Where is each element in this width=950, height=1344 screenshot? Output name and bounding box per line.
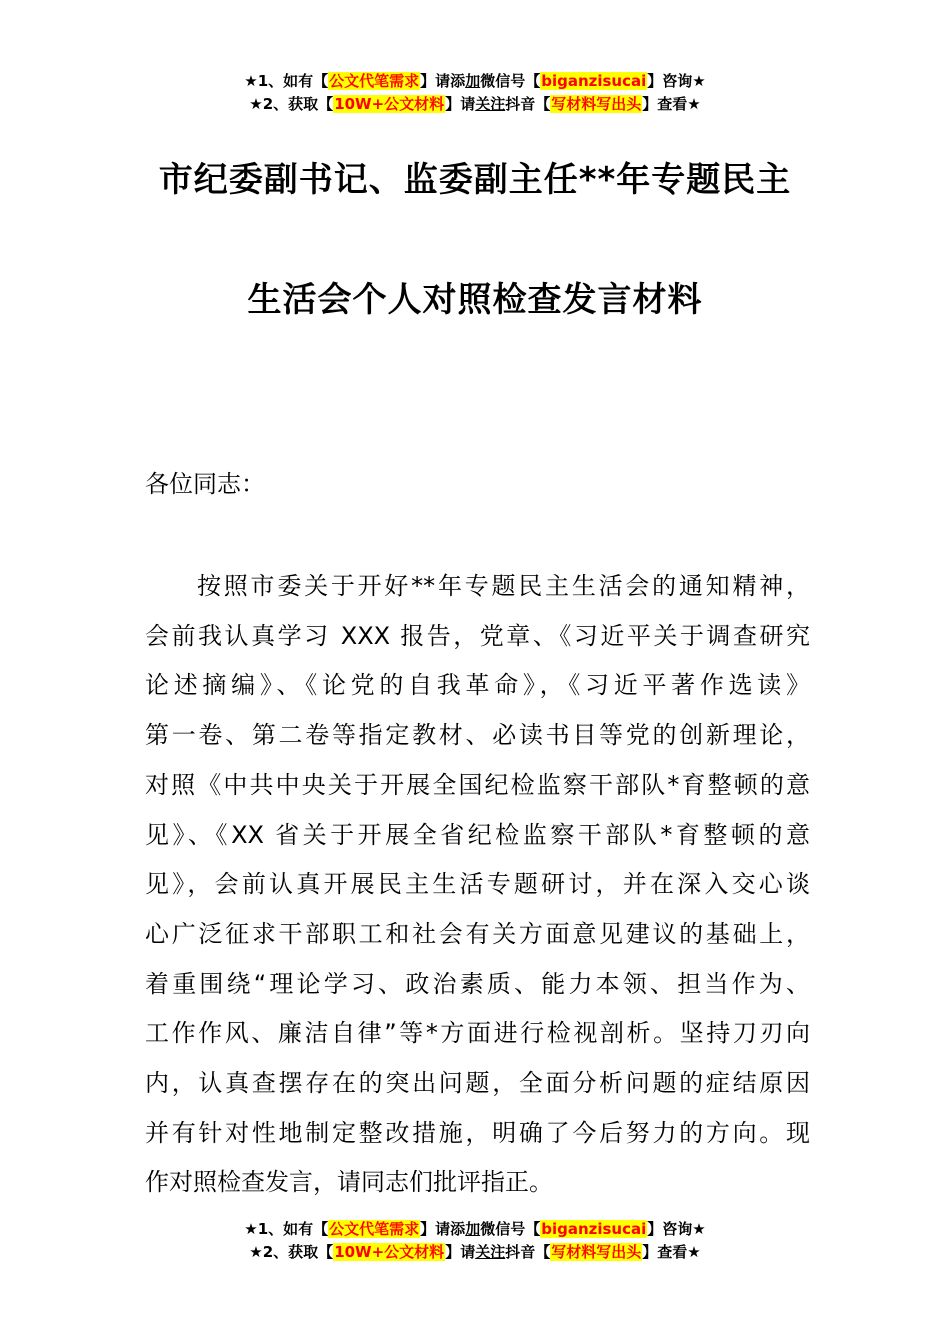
paragraph-line: 工作作风、廉洁自律”等*方面进行检视剖析。坚持刀刃向: [145, 1019, 810, 1048]
douyin-account-highlight: 写材料写出头: [551, 1243, 642, 1261]
banner-text: 】请添: [420, 72, 466, 90]
douyin-account-highlight: 写材料写出头: [551, 95, 642, 113]
banner-highlight: 公文代笔需求: [329, 72, 420, 90]
banner-text: 】请: [445, 1243, 476, 1261]
paragraph-line: 见》，会前认真开展民主生活专题研讨，并在深入交心谈: [145, 870, 810, 899]
banner-text: 】请: [445, 95, 476, 113]
banner-text: 微信号【: [480, 1220, 541, 1238]
banner-text: 抖音【: [505, 1243, 551, 1261]
banner-text-underlined: 关注: [475, 95, 506, 113]
banner-highlight: 10W+公文材料: [334, 95, 445, 113]
paragraph-line: 心广泛征求干部职工和社会有关方面意见建议的基础上，: [145, 919, 810, 948]
banner-text: ★1、如有【: [244, 72, 329, 90]
banner-text: ★2、获取【: [249, 95, 334, 113]
paragraph-line: 并有针对性地制定整改措施，明确了今后努力的方向。现: [145, 1118, 810, 1147]
banner-highlight: 10W+公文材料: [334, 1243, 445, 1261]
banner-line-1: [0, 70, 950, 93]
banner-text-underlined: 加: [465, 1220, 481, 1238]
document-title-line-1: 市纪委副书记、监委副主任**年专题民主: [158, 160, 792, 200]
wechat-id-highlight: biganzisucai: [541, 1220, 647, 1238]
banner-line-2: [0, 93, 950, 116]
paragraph-line: 着重围绕“理论学习、政治素质、能力本领、担当作为、: [145, 969, 810, 998]
banner-text-underlined: 关注: [475, 1243, 506, 1261]
banner-text: 】请添: [420, 1220, 466, 1238]
paragraph-line: 第一卷、第二卷等指定教材、必读书目等党的创新理论，: [145, 721, 810, 750]
paragraph-line: 会前我认真学习 XXX 报告，党章、《习近平关于调查研究: [145, 621, 810, 650]
salutation: 各位同志：: [145, 470, 265, 498]
banner-highlight: 公文代笔需求: [329, 1220, 420, 1238]
banner-line-1: [0, 1218, 950, 1241]
banner-text-underlined: 加: [465, 72, 481, 90]
paragraph-line: 论述摘编》、《论党的自我革命》，《习近平著作选读》: [145, 671, 810, 700]
banner-text: ★1、如有【: [244, 1220, 329, 1238]
banner-text: 】查看★: [642, 1243, 701, 1261]
wechat-id-highlight: biganzisucai: [541, 72, 647, 90]
footer-banner: [0, 1218, 950, 1264]
banner-text: ★2、获取【: [249, 1243, 334, 1261]
paragraph-line: 作对照检查发言，请同志们批评指正。: [145, 1168, 553, 1197]
header-banner: [0, 70, 950, 116]
banner-text: 抖音【: [505, 95, 551, 113]
body-paragraph: [145, 562, 810, 1208]
banner-text: 微信号【: [480, 72, 541, 90]
paragraph-line: 按照市委关于开好**年专题民主生活会的通知精神，: [197, 572, 810, 600]
banner-text: 】查看★: [642, 95, 701, 113]
paragraph-line: 内，认真查摆存在的突出问题，全面分析问题的症结原因: [145, 1069, 810, 1098]
paragraph-line: 对照《中共中央关于开展全国纪检监察干部队*育整顿的意: [145, 770, 810, 799]
banner-text: 】咨询★: [647, 72, 706, 90]
paragraph-line: 见》、《XX 省关于开展全省纪检监察干部队*育整顿的意: [145, 820, 810, 849]
banner-line-2: [0, 1241, 950, 1264]
banner-text: 】咨询★: [647, 1220, 706, 1238]
document-title-line-2: 生活会个人对照检查发言材料: [247, 280, 703, 320]
